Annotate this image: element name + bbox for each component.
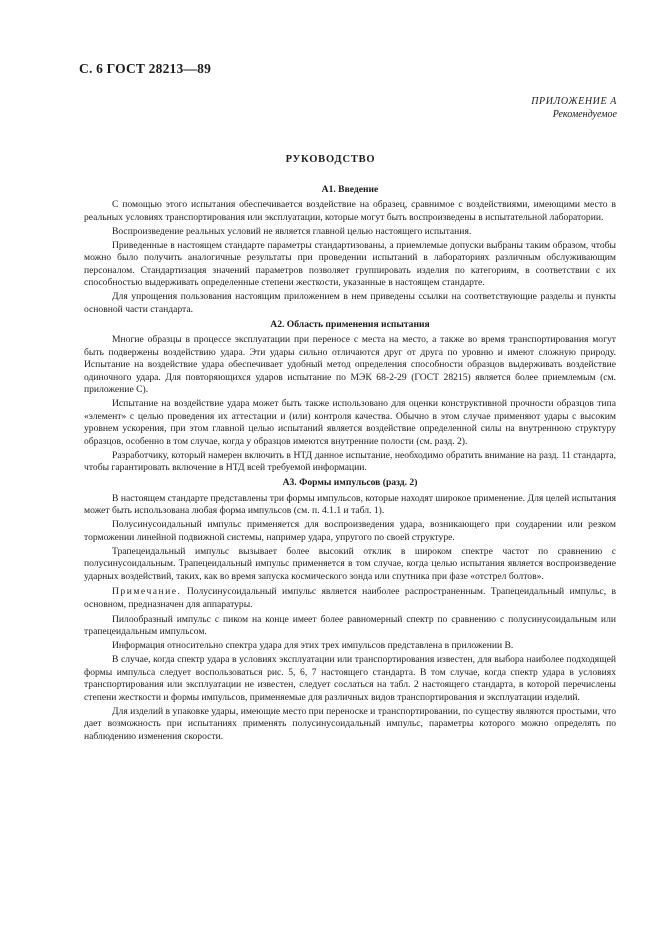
appendix-label	[417, 95, 617, 121]
note-paragraph	[84, 586, 616, 611]
paragraph: В настоящем стандарте представлены три формы импульсов, которые находят широкое применение. Для целей испытания может быть использована любая форма импульсов (см. п. 4.1.1 и табл. 1).	[84, 492, 616, 517]
paragraph: Для изделий в упаковке удары, имеющие место при переноске и транспортировании, по существу являются простыми, что дает возможность при испытаниях применять полусинусоидальный импульс, параметры которого можно определять по наблюдению изменения скорости.	[84, 705, 616, 742]
paragraph: Трапецеидальный импульс вызывает более высокий отклик в широком спектре частот по сравнению с полусинусоидальным. Трапецеидальный импульс применяется в том случае, когда целью испытания является воспроизведение ударных воздействий, таких, как во время запуска космического зонда или спутника при фазе «отстрел болтов».	[84, 545, 616, 582]
paragraph: Разработчику, который намерен включить в НТД данное испытание, необходимо обратить внимание на разд. 11 стандарта, чтобы гарантировать включение в НТД всей требуемой информации.	[84, 449, 616, 474]
paragraph: Воспроизведение реальных условий не является главной целью настоящего испытания.	[112, 225, 472, 237]
page-header: С. 6 ГОСТ 28213—89	[79, 61, 212, 76]
section-heading-a2: А2. Область применения испытания	[270, 319, 430, 331]
appendix-status: Рекомендуемое	[552, 109, 617, 120]
paragraph: Пилообразный импульс с пиком на конце имеет более равномерный спектр по сравнению с полусинусоидальным или трапецеидальным импульсом.	[84, 614, 616, 638]
paragraph: Информация относительно спектра удара для этих трех импульсов представлена в приложении В.	[112, 640, 514, 652]
note-label: Примечание.	[112, 586, 182, 598]
paragraph: Полусинусоидальный импульс применяется для воспроизведения удара, возникающего при соударении или резком торможении линейной подвижной системы, например удара, упругого по своей структуре.	[84, 519, 616, 543]
paragraph: С помощью этого испытания обеспечивается воздействие на образец, сравнимое с воздействиями, имеющими место в реальных условиях транспортирования или эксплуатации, которые могут быть воспроизведены в испытательной лаборатории.	[84, 199, 616, 223]
section-heading-a1: А1. Введение	[321, 184, 379, 195]
paragraph: Для упрощения пользования настоящим приложением в нем приведены ссылки на соответствующие разделы и пункты основной части стандарта.	[84, 291, 616, 315]
section-heading-a3: А3. Формы импульсов (разд. 2)	[282, 477, 418, 489]
paragraph: В случае, когда спектр удара в условиях эксплуатации или транспортирования известен, для выбора наиболее подходящей формы импульса следует воспользоваться рис. 5, 6, 7 настоящего стандарта. В том случае, когда спектр удара в условиях транспортирования или эксплуатации не известен, следует сослаться на табл. 2 настоящего стандарта, в которой перечислены степени жесткости и формы импульсов, применяемые для различных видов транспортирования и эксплуатации изделий.	[84, 654, 616, 703]
document-title: РУКОВОДСТВО	[285, 154, 376, 165]
appendix-title: ПРИЛОЖЕНИЕ А	[531, 96, 617, 107]
document-body	[84, 184, 616, 745]
note-text: Полусинусоидальный импульс является наиболее распространенным. Трапецеидальный импульс, в основном, предназначен для аппаратуры.	[84, 586, 616, 610]
paragraph: Многие образцы в процессе эксплуатации при переносе с места на место, а также во время транспортирования могут быть подвержены воздействию удара. Эти удары сильно отличаются друг от друга по уровню и имеют сложную природу. Испытание на воздействие удара обеспечивает удобный метод определения способности образцов выдерживать воздействие одиночного удара. Для повторяющихся ударов испытание по МЭК 68-2-29 (ГОСТ 28215) является более приемлемым (см. приложение С).	[84, 334, 616, 396]
paragraph: Испытание на воздействие удара может быть также использовано для оценки конструктивной прочности образцов типа «элемент» с целью проведения их аттестации и (или) контроля качества. Обычно в этом случае применяют удары с высоким уровнем ускорения, при этом главной целью испытаний является воздействие определенной силы на внутреннюю структуру образцов, особенно в том случае, когда у образцов имеются внутренние полости (см. разд. 2).	[84, 398, 616, 447]
paragraph: Приведенные в настоящем стандарте параметры стандартизованы, а приемлемые допуски выбраны таким образом, чтобы можно было получить аналогичные результаты при проведении испытаний в лабораториях различным обслуживающим персоналом. Стандартизация значений параметров позволяет группировать изделия по категориям, в соответствии с их способностью выдерживать определенные степени жесткости, указанные в настоящем стандарте.	[84, 239, 616, 289]
